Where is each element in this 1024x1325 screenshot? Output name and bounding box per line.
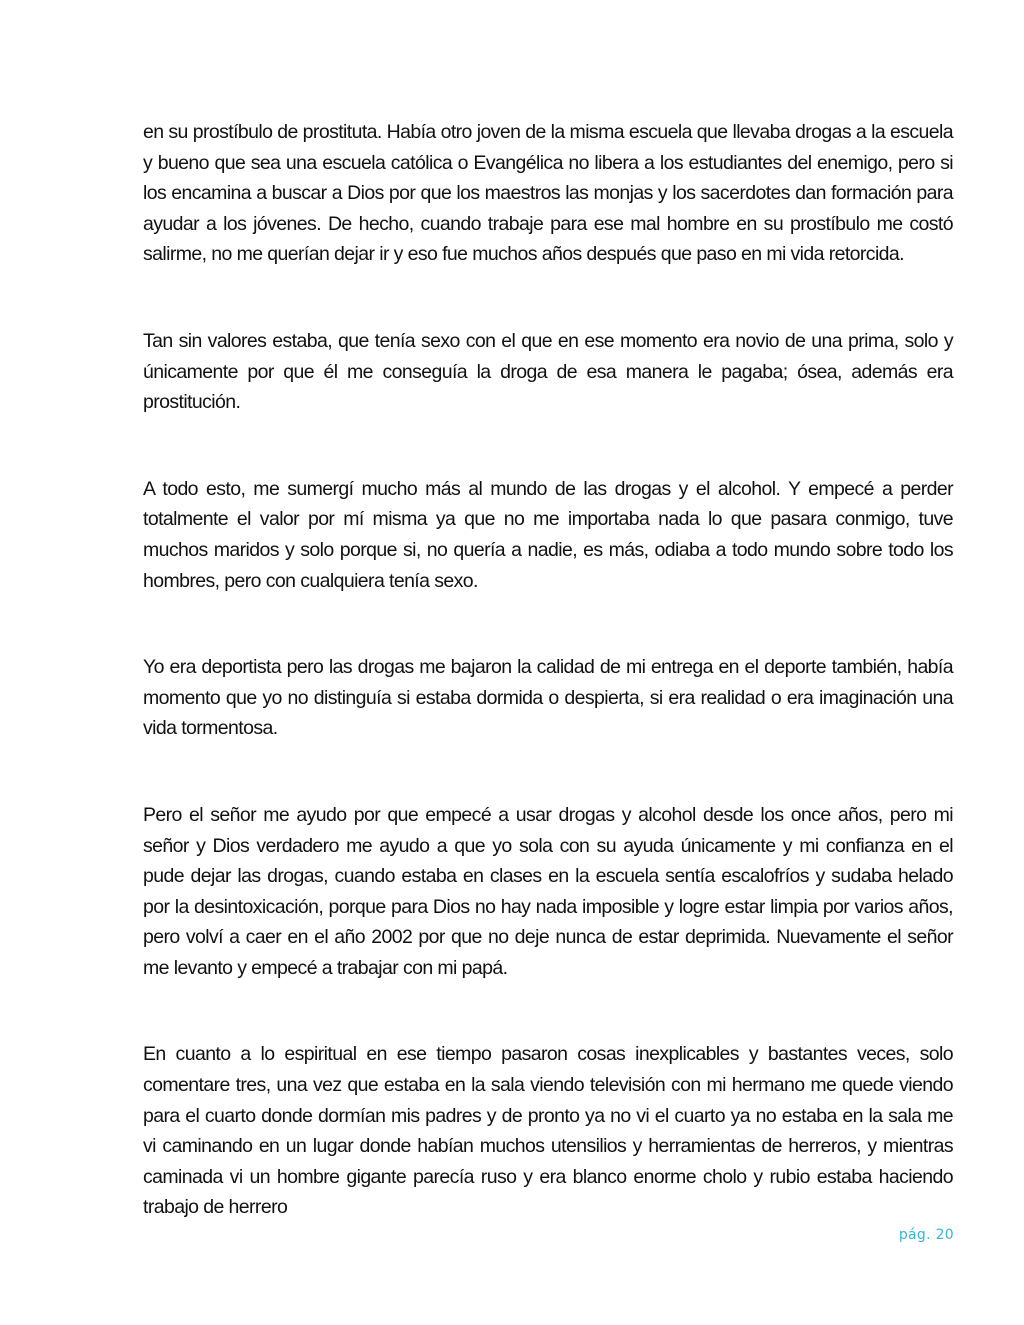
paragraph-4: Yo era deportista pero las drogas me bajaron la calidad de mi entrega en el deporte también, había momento que yo no distinguía si estaba dormida o despierta, si era realidad o era imaginación una vida tormentosa. [143, 656, 953, 740]
paragraph-2: Tan sin valores estaba, que tenía sexo con el que en ese momento era novio de una prima, solo y únicamente por que él me conseguía la droga de esa manera le pagaba; ósea, además era prostitución. [143, 329, 953, 414]
page-number: pág. 20 [898, 1227, 954, 1243]
paragraph-6: En cuanto a lo espiritual en ese tiempo pasaron cosas inexplicables y bastantes veces, solo comentare tres, una vez que estaba en la sala viendo televisión con mi hermano me quede viendo para el cuarto donde dormían mis padres y de pronto ya no vi el cuarto ya no estaba en la sala me vi caminando en un lugar donde habían muchos utensilios y herramientas de herreros, y mientras caminada vi un hombre gigante parecía ruso y era blanco enorme cholo y rubio estaba haciendo trabajo de herrero [143, 1043, 953, 1219]
paragraph-3: A todo esto, me sumergí mucho más al mundo de las drogas y el alcohol. Y empecé a perder totalmente el valor por mí misma ya que no me importaba nada lo que pasara conmigo, tuve muchos maridos y solo porque si, no quería a nadie, es más, odiaba a todo mundo sobre todo los hombres, pero con cualquiera tenía sexo. [143, 477, 953, 592]
paragraph-1: en su prostíbulo de prostituta. Había otro joven de la misma escuela que llevaba drogas a la escuela y bueno que sea una escuela católica o Evangélica no libera a los estudiantes del enemigo, pero si los encamina a buscar a Dios por que los maestros las monjas y los sacerdotes dan formación para ayudar a los jóvenes. De hecho, cuando trabaje para ese mal hombre en su prostíbulo me costó salirme, no me querían dejar ir y eso fue muchos años después que paso en mi vida retorcida. [143, 121, 953, 266]
paragraph-5: Pero el señor me ayudo por que empecé a usar drogas y alcohol desde los once años, pero mi señor y Dios verdadero me ayudo a que yo sola con su ayuda únicamente y mi confianza en el pude dejar las drogas, cuando estaba en clases en la escuela sentía escalofríos y sudaba helado por la desintoxicación, porque para Dios no hay nada imposible y logre estar limpia por varios años, pero volví a caer en el año 2002 por que no deje nunca de estar deprimida. Nuevamente el señor me levanto y empecé a trabajar con mi papá. [143, 803, 953, 979]
body-text [143, 117, 953, 1223]
